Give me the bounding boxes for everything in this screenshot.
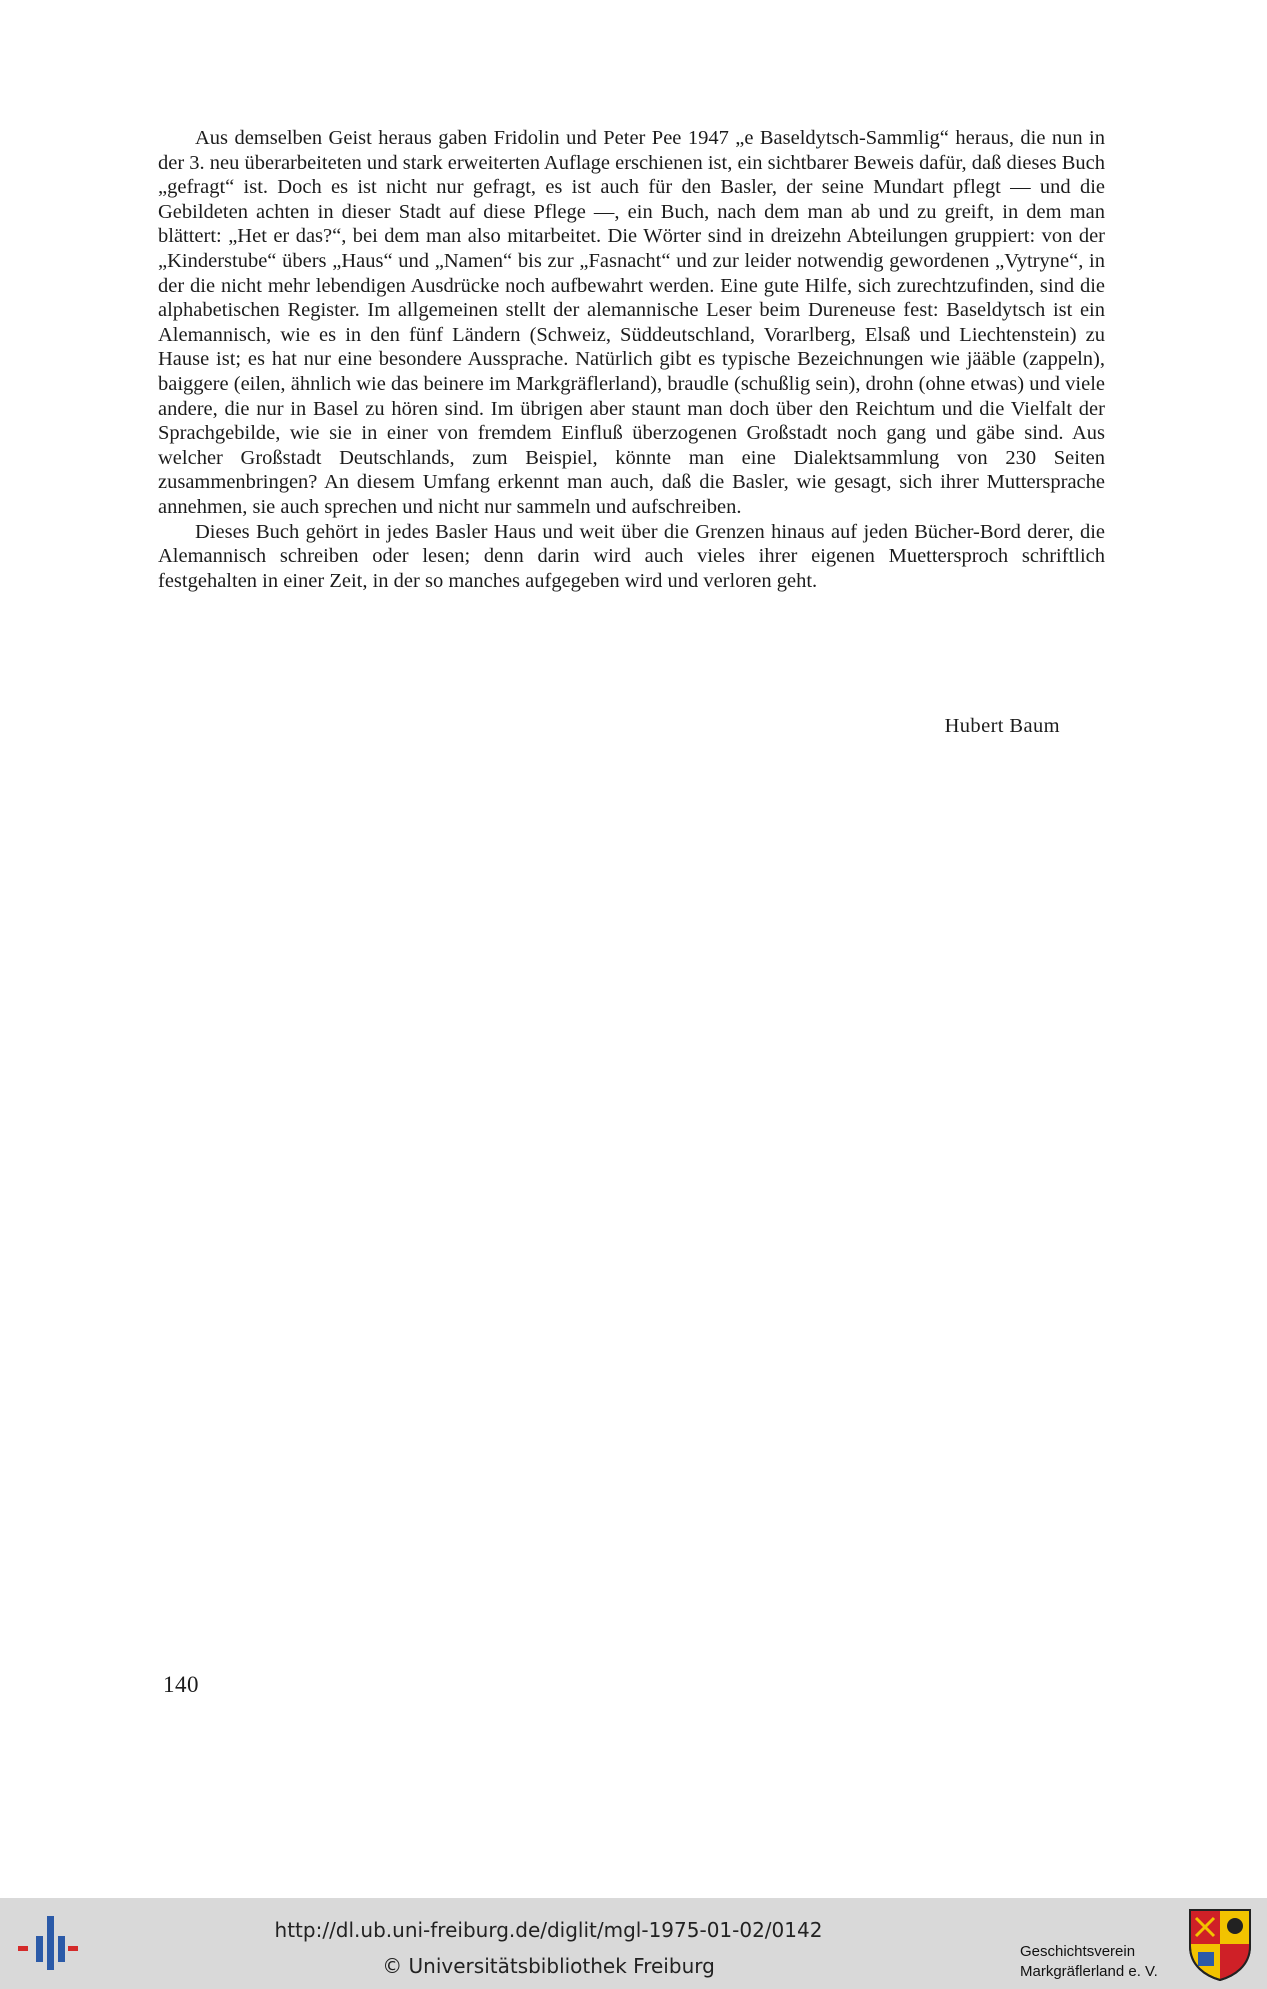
- article-text: [158, 126, 1105, 593]
- society-line-1: Geschichtsverein: [1020, 1943, 1136, 1960]
- paragraph-2: Dieses Buch gehört in jedes Basler Haus und weit über die Grenzen hinaus auf jeden Bücher-Bord derer, die Alemannisch schreiben oder lesen; denn darin wird auch vieles ihrer eigenen Muettersproch schriftlich festgehalten in einer Zeit, in der so manches aufgegeben wird und verloren geht.: [158, 520, 1105, 592]
- society-line-2: Markgräflerland e. V.: [1020, 1963, 1158, 1980]
- document-url-link[interactable]: http://dl.ub.uni-freiburg.de/diglit/mgl-1975-01-02/0142: [274, 1918, 823, 1942]
- society-name: [1020, 1942, 1158, 1982]
- page-number: 140: [163, 1672, 199, 1697]
- author-signature: Hubert Baum: [944, 715, 1060, 737]
- paragraph-1: Aus demselben Geist heraus gaben Fridolin und Peter Pee 1947 „e Baseldytsch-Sammlig“ heraus, die nun in der 3. neu überarbeiteten und stark erweiterten Auflage erschienen ist, ein sichtbarer Beweis dafür, daß dieses Buch „gefragt“ ist. Doch es ist nicht nur gefragt, es ist auch für den Basler, der seine Mundart pflegt — und die Gebildeten achten in dieser Stadt auf diese Pflege —, ein Buch, nach dem man ab und zu greift, in dem man blättert: „Het er das?“, bei dem man also mitarbeitet. Die Wörter sind in dreizehn Abteilungen gruppiert: von der „Kinderstube“ übers „Haus“ und „Namen“ bis zur „Fasnacht“ und zur leider notwendig gewordenen „Vytryne“, in der die nicht mehr lebendigen Ausdrücke noch aufbewahrt werden. Eine gute Hilfe, sich zurechtzufinden, sind die alphabetischen Register. Im allgemeinen stellt der alemannische Leser beim Dureneuse fest: Baseldytsch ist ein Alemannisch, wie es in den fünf Ländern (Schweiz, Süddeutschland, Vorarlberg, Elsaß und Liechtenstein) zu Hause ist; es hat nur eine besondere Aussprache. Natürlich gibt es typische Bezeichnungen wie jääble (zappeln), baiggere (eilen, ähnlich wie das beinere im Markgräflerland), braudle (schußlig sein), drohn (ohne etwas) und viele andere, die nur in Basel zu hören sind. Im übrigen aber staunt man doch über den Reichtum und die Vielfalt der Sprachgebilde, wie sie in einer von fremdem Einfluß überzogenen Großstadt noch gang und gäbe sind. Aus welcher Großstadt Deutschlands, zum Beispiel, könnte man eine Dialektsammlung von 230 Seiten zusammenbringen? An diesem Umfang erkennt man auch, daß die Basler, wie gesagt, sich ihrer Muttersprache annehmen, sie auch sprechen und nicht nur sammeln und aufschreiben.: [158, 127, 1105, 518]
- coat-of-arms-icon: [1188, 1908, 1252, 1982]
- copyright-text: © Universitätsbibliothek Freiburg: [382, 1954, 715, 1978]
- viewer-footer: [0, 1898, 1267, 1989]
